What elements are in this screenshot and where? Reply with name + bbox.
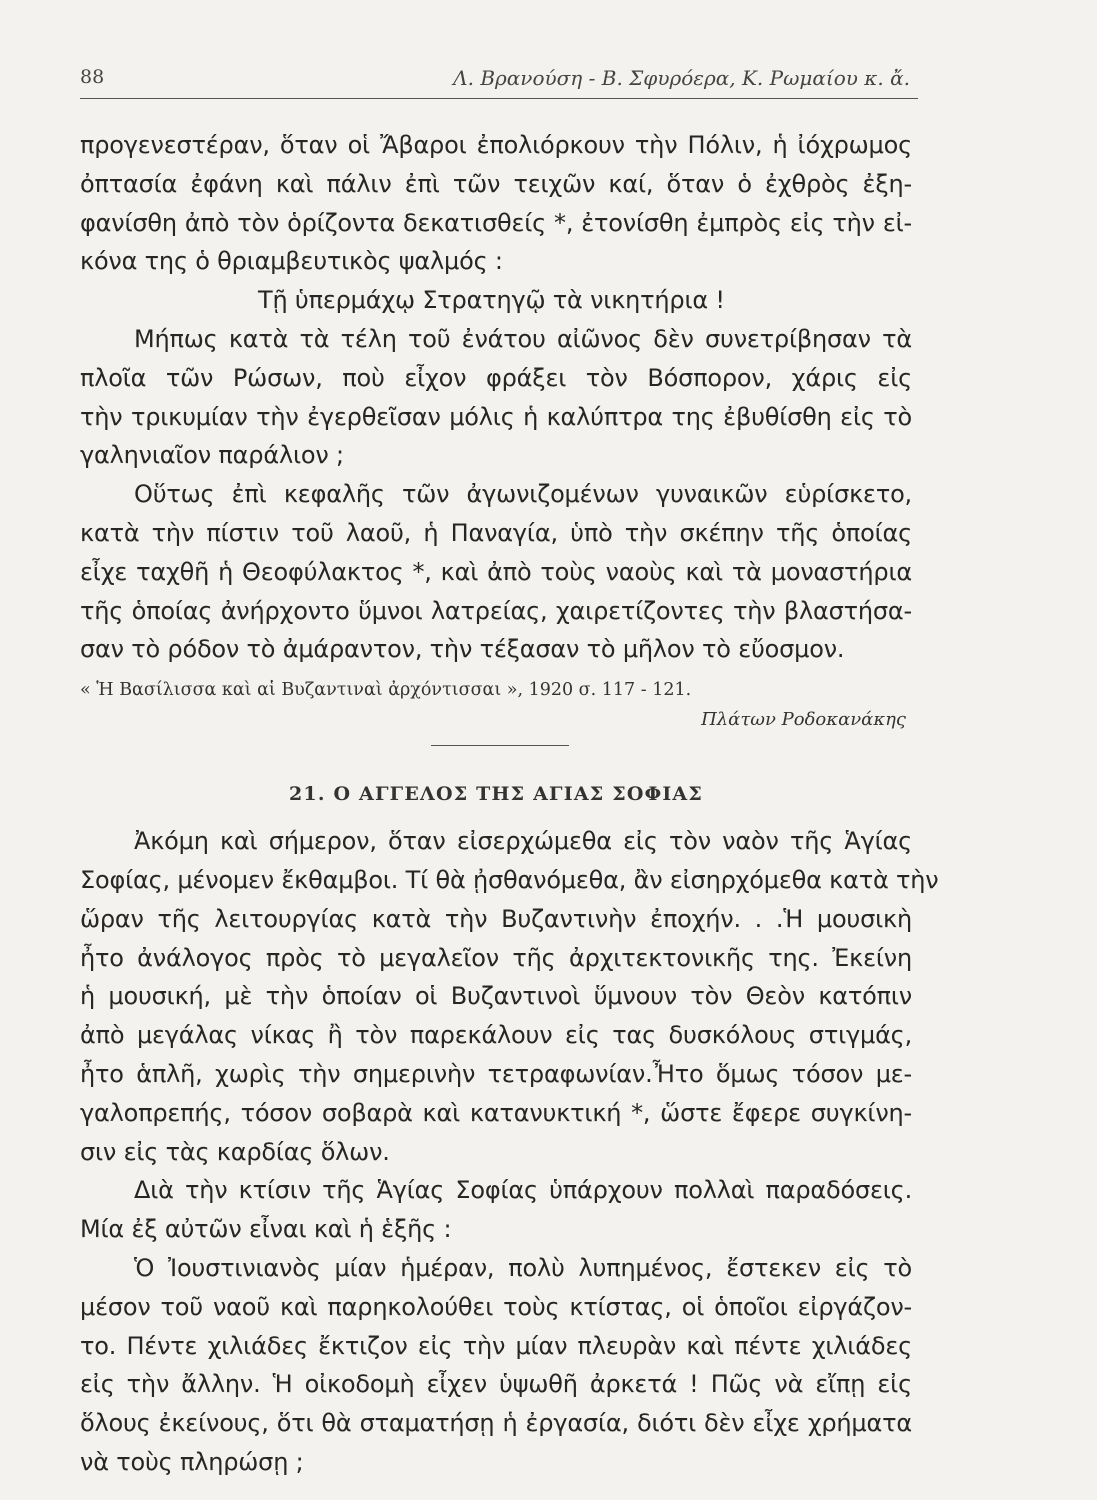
text-line: Ἀκόμη καὶ σήμερον, ὅταν εἰσερχώμεθα εἰς τὸν ναὸν τῆς Ἁγίας	[134, 827, 912, 856]
text-line: μέσον τοῦ ναοῦ καὶ παρηκολούθει τοὺς κτίστας, οἱ ὁποῖοι εἰργάζον-	[80, 1292, 912, 1321]
text-line: σιν εἰς τὰς καρδίας ὅλων.	[80, 1137, 390, 1166]
text-line: Ὁ Ἰουστινιανὸς μίαν ἡμέραν, πολὺ λυπημένος, ἔστεκεν εἰς τὸ	[134, 1253, 912, 1282]
text-line: ὅλους ἐκείνους, ὅτι θὰ σταματήσῃ ἡ ἐργασία, διότι δὲν εἶχε χρήματα	[80, 1409, 912, 1438]
text-line: εἶχε ταχθῆ ἡ Θεοφύλακτος *, καὶ ἀπὸ τοὺς ναοὺς καὶ τὰ μοναστήρια	[80, 557, 912, 586]
text-line: προγενεστέραν, ὅταν οἱ Ἄβαροι ἐπολιόρκουν τὴν Πόλιν, ἡ ἰόχρωμος	[80, 131, 912, 159]
text-line: τὴν τρικυμίαν τὴν ἐγερθεῖσαν μόλις ἡ καλύπτρα της ἐβυθίσθη εἰς τὸ	[80, 402, 912, 431]
author-name: Πλάτων Ροδοκανάκης	[701, 709, 906, 731]
text-line: γαληνιαῖον παράλιον ;	[80, 441, 344, 470]
text-line: ἀπὸ μεγάλας νίκας ἢ τὸν παρεκάλουν εἰς τας δυσκόλους στιγμάς,	[80, 1021, 912, 1050]
excerpt-paragraph-1	[80, 126, 912, 320]
excerpt-paragraph-3	[80, 475, 912, 669]
text-line: φανίσθη ἀπὸ τὸν ὁρίζοντα δεκατισθείς *, ἐτονίσθη ἐμπρὸς εἰς τὴν εἰ-	[80, 208, 912, 237]
section-heading: 21. Ο ΑΓΓΕΛΟΣ ΤΗΣ ΑΓΙΑΣ ΣΟΦΙΑΣ	[288, 783, 704, 806]
page-body	[80, 126, 939, 1482]
text-line: Διὰ τὴν κτίσιν τῆς Ἁγίας Σοφίας ὑπάρχουν πολλαὶ παραδόσεις.	[134, 1176, 912, 1205]
section-paragraph-2	[80, 1171, 912, 1249]
excerpt-paragraph-2	[80, 320, 912, 475]
text-line: εἰς τὴν ἄλλην. Ἡ οἰκοδομὴ εἶχεν ὑψωθῆ ἀρκετά ! Πῶς νὰ εἴπῃ εἰς	[80, 1370, 912, 1399]
text-line: σαν τὸ ρόδον τὸ ἀμάραντον, τὴν τέξασαν τὸ μῆλον τὸ εὔοσμον.	[80, 635, 845, 664]
text-line: ὀπτασία ἐφάνη καὶ πάλιν ἐπὶ τῶν τειχῶν καί, ὅταν ὁ ἐχθρὸς ἐξη-	[80, 169, 912, 198]
text-line: ἡ μουσική, μὲ τὴν ὁποίαν οἱ Βυζαντινοὶ ὕμνουν τὸν Θεὸν κατόπιν	[80, 982, 912, 1011]
text-line: κόνα της ὁ θριαμβευτικὸς ψαλμός :	[80, 247, 503, 276]
hymn-line: Τῇ ὑπερμάχῳ Στρατηγῷ τὰ νικητήρια !	[258, 286, 725, 315]
text-line: Μήπως κατὰ τὰ τέλη τοῦ ἐνάτου αἰῶνος δὲν συνετρίβησαν τὰ	[134, 324, 912, 353]
text-line: ὥραν τῆς λειτουργίας κατὰ τὴν Βυζαντινὴν ἐποχήν. . .Ἡ μουσικὴ	[80, 904, 912, 933]
text-line: ἦτο ἁπλῆ, χωρὶς τὴν σημερινὴν τετραφωνίαν.Ἦτο ὅμως τόσον με-	[80, 1059, 912, 1088]
text-line: ἦτο ἀνάλογος πρὸς τὸ μεγαλεῖον τῆς ἀρχιτεκτονικῆς της. Ἐκείνη	[80, 943, 912, 972]
page-number: 88	[80, 66, 105, 88]
text-line: τῆς ὁποίας ἀνήρχοντο ὕμνοι λατρείας, χαιρετίζοντες τὴν βλαστήσα-	[80, 596, 912, 625]
text-line: γαλοπρεπής, τόσον σοβαρὰ καὶ κατανυκτική *, ὥστε ἔφερε συγκίνη-	[80, 1098, 912, 1127]
text-line: Οὕτως ἐπὶ κεφαλῆς τῶν ἀγωνιζομένων γυναικῶν εὑρίσκετο,	[134, 480, 912, 509]
text-line: Μία ἐξ αὐτῶν εἶναι καὶ ἡ ἑξῆς :	[80, 1215, 452, 1244]
section-divider	[431, 745, 569, 746]
source-citation: « Ἡ Βασίλισσα καὶ αἱ Βυζαντιναὶ ἀρχόντισσαι », 1920 σ. 117 - 121.	[80, 680, 692, 701]
section-paragraph-1	[80, 822, 939, 1171]
text-line: Σοφίας, μένομεν ἔκθαμβοι. Τί θὰ ᾐσθανόμεθα, ἂν εἰσηρχόμεθα κατὰ τὴν	[80, 865, 939, 894]
text-line: πλοῖα τῶν Ρώσων, ποὺ εἶχον φράξει τὸν Βόσπορον, χάρις εἰς	[80, 363, 912, 392]
text-line: το. Πέντε χιλιάδες ἔκτιζον εἰς τὴν μίαν πλευρὰν καὶ πέντε χιλιάδες	[80, 1331, 912, 1360]
running-title: Λ. Βρανούση - Β. Σφυρόερα, Κ. Ρωμαίου κ. ἄ.	[453, 66, 910, 90]
section-paragraph-3	[80, 1249, 912, 1482]
text-line: κατὰ τὴν πίστιν τοῦ λαοῦ, ἡ Παναγία, ὑπὸ τὴν σκέπην τῆς ὁποίας	[80, 518, 912, 547]
running-header	[80, 64, 918, 99]
text-line: νὰ τοὺς πληρώσῃ ;	[80, 1447, 304, 1476]
